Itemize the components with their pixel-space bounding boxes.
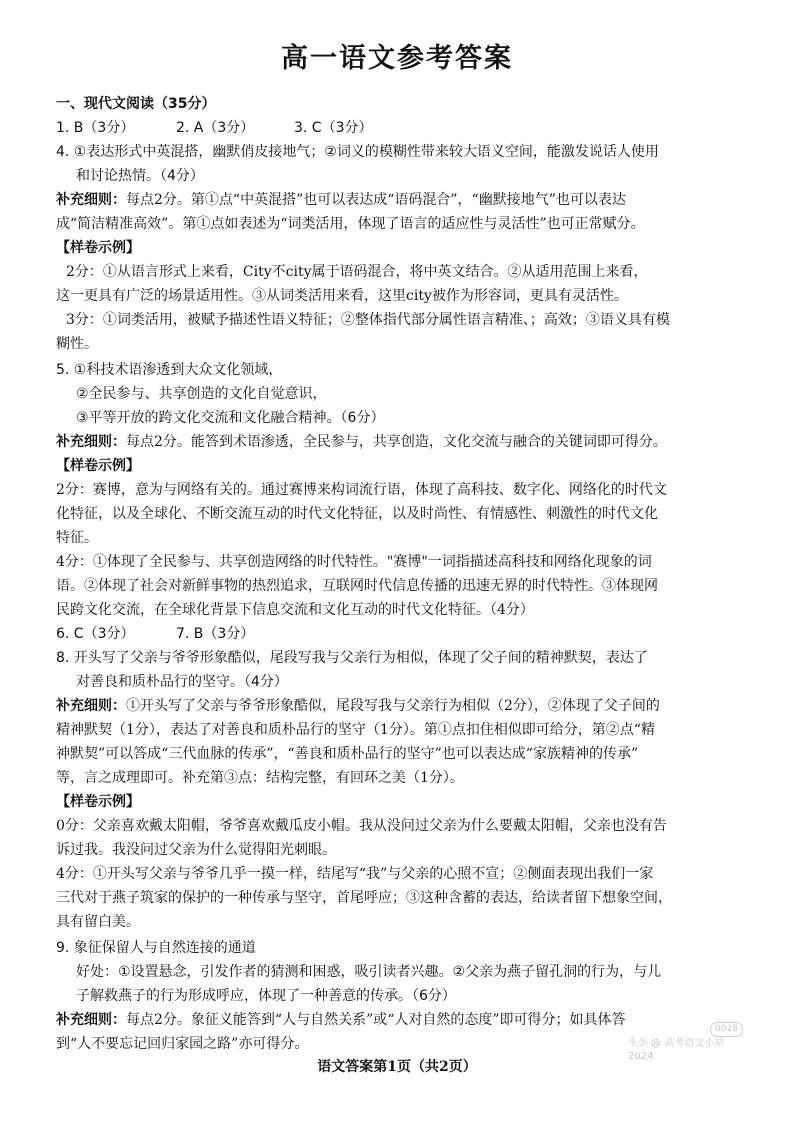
sample-heading: 【样卷示例】 xyxy=(56,458,140,474)
sample-heading: 【样卷示例】 xyxy=(56,240,140,256)
mc-row-6-7 xyxy=(56,622,746,646)
q4-answer-line: 和讨论热情。（4分） xyxy=(76,168,204,184)
watermark-badge: 0028 xyxy=(710,1022,743,1037)
q4-sample-line: 2分：①从语言形式上来看，City不city属于语码混合，将中英文结合。②从适用范围上来看， xyxy=(66,264,648,280)
q8-sample-line: 三代对于燕子筑家的保护的一种传承与坚守，首尾呼应；③这种含蓄的表达，给读者留下想象空间， xyxy=(56,890,672,906)
rule-text: 每点2分。能答到术语渗透，全民参与，共享创造，文化交流与融合的关键词即可得分。 xyxy=(126,434,667,450)
rule-text: 每点2分。象征义能答到“人与自然关系”或“人对自然的态度”即可得分；如具体答 xyxy=(126,1012,626,1028)
q8-rule-line: 神默契”可以答成“三代血脉的传承”，“善良和质朴品行的坚守”也可以表达成“家族精神的传承” xyxy=(56,746,639,762)
q7-answer: 7. B（3分） xyxy=(176,626,255,642)
q8-sample-line: 4分：①开头写父亲与爷爷几乎一摸一样，结尾写“我”与父亲的心照不宣；②侧面表现出我们一家 xyxy=(56,866,654,882)
q8-rule-line: 等，言之成理即可。补充第③点：结构完整，有回环之美（1分）。 xyxy=(56,770,464,786)
q8-answer-line: 对善良和质朴品行的坚守。（4分） xyxy=(76,674,288,690)
q5-sample-line: 4分：①体现了全民参与、共享创造网络的时代特性。"赛博"一词指描述高科技和网络化现象的词 xyxy=(56,554,652,570)
q4-rule-line: 成“简洁精准高效”。第①点如表述为“词类活用，体现了语言的适应性与灵活性”也可正常赋分。 xyxy=(56,216,645,232)
sample-heading: 【样卷示例】 xyxy=(56,794,140,810)
q8-sample-line: 0分：父亲喜欢戴太阳帽，爷爷喜欢戴瓜皮小帽。我从没问过父亲为什么要戴太阳帽，父亲也没有告 xyxy=(56,818,667,834)
q4-answer-line: 4. ①表达形式中英混搭，幽默俏皮接地气；②词义的模糊性带来较大语义空间，能激发说话人使用 xyxy=(56,144,659,160)
q5-rule-line xyxy=(56,430,746,454)
q8-answer-line: 8. 开头写了父亲与爷爷形象酷似，尾段写我与父亲行为相似，体现了父子间的精神默契，表达了 xyxy=(56,650,648,666)
page-title: 高一语文参考答案 xyxy=(281,43,513,74)
watermark-text: 头条 @ 高考语文小站 2024 xyxy=(628,1038,725,1062)
mc-row-1-3 xyxy=(56,116,746,140)
q5-answer-line: 5. ①科技术语渗透到大众文化领域， xyxy=(56,362,283,378)
q9-rule-line: 到“人不要忘记回归家园之路”亦可得分。 xyxy=(56,1036,309,1052)
q4-sample-line: 3分：①词类活用，被赋予描述性语义特征；②整体指代部分属性语言精准、；高效；③语义具有模 xyxy=(66,312,670,328)
q5-sample-line: 语。②体现了社会对新鲜事物的热烈追求，互联网时代信息传播的迅速无界的时代特性。③体现网 xyxy=(56,578,658,594)
q1-answer: 1. B（3分） xyxy=(56,120,135,136)
q9-answer-line: 9. 象征保留人与自然连接的通道 xyxy=(56,940,256,956)
q9-answer-line: 好处：①设置悬念，引发作者的猜测和困惑，吸引读者兴趣。②父亲为燕子留孔洞的行为，与儿 xyxy=(76,964,662,980)
q5-sample-line: 特征。 xyxy=(56,530,98,546)
q8-sample-line: 诉过我。我没问过父亲为什么觉得阳光刺眼。 xyxy=(56,842,336,858)
q8-sample-line: 具有留白美。 xyxy=(56,914,140,930)
rule-label: 补充细则： xyxy=(56,1012,126,1028)
page-footer: 语文答案第1页（共2页） xyxy=(317,1059,477,1075)
q6-answer: 6. C（3分） xyxy=(56,626,135,642)
section-heading: 一、现代文阅读（35分） xyxy=(56,96,216,112)
q4-sample-line: 糊性。 xyxy=(56,336,98,352)
q9-answer-line: 子解救燕子的行为形成呼应，体现了一种善意的传承。（6分） xyxy=(76,988,456,1004)
q2-answer: 2. A（3分） xyxy=(176,120,255,136)
q5-sample-line: 民跨文化交流，在全球化背景下信息交流和文化互动的时代文化特征。（4分） xyxy=(56,602,534,618)
q4-rule-line xyxy=(56,188,746,212)
answer-content xyxy=(56,92,746,1056)
rule-text: 每点2分。第①点“中英混搭”也可以表达成“语码混合”，“幽默接地气”也可以表达 xyxy=(126,192,626,208)
q5-sample-line: 2分：赛博，意为与网络有关的。通过赛博来构词流行语，体现了高科技、数字化、网络化的时代文 xyxy=(56,482,667,498)
q5-answer-line: ②全民参与、共享创造的文化自觉意识， xyxy=(76,386,327,402)
rule-text: ①开头写了父亲与爷爷形象酷似，尾段写我与父亲行为相似（2分），②体现了父子间的 xyxy=(126,698,660,714)
q3-answer: 3. C（3分） xyxy=(294,120,373,136)
q5-sample-line: 化特征，以及全球化、不断交流互动的时代文化特征，以及时尚性、有情感性、刺激性的时代文化 xyxy=(56,506,658,522)
q8-rule-line xyxy=(56,694,746,718)
rule-label: 补充细则： xyxy=(56,698,126,714)
rule-label: 补充细则： xyxy=(56,192,126,208)
q4-sample-line: 这一更具有广泛的场景适用性。③从词类活用来看，这里city被作为形容词，更具有灵活性。 xyxy=(56,288,628,304)
q5-answer-line: ③平等开放的跨文化交流和文化融合精神。（6分） xyxy=(76,410,385,426)
rule-label: 补充细则： xyxy=(56,434,126,450)
q8-rule-line: 精神默契（1分），表达了对善良和质朴品行的坚守（1分）。第①点扣住相似即可给分，第②点“精 xyxy=(56,722,655,738)
